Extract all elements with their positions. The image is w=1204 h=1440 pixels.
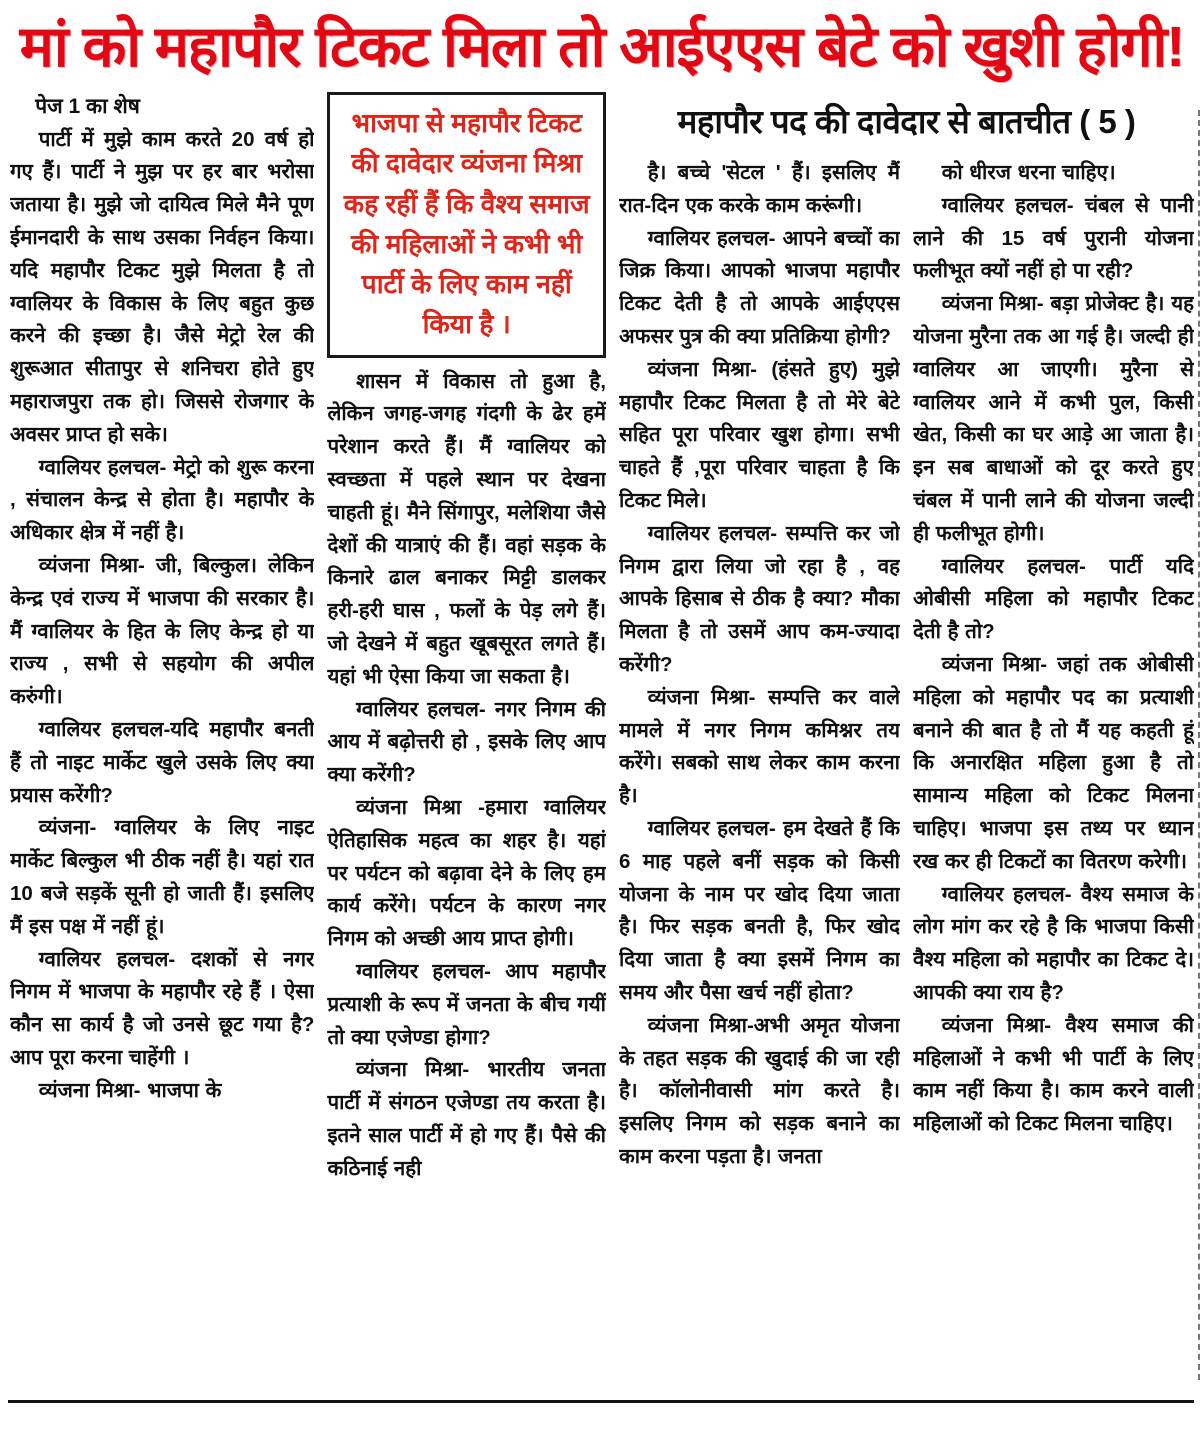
paragraph: ग्वालियर हलचल- पार्टी यदि ओबीसी महिला को महापौर टिकट देती है तो? xyxy=(913,554,1194,644)
paragraph: ग्वालियर हलचल- सम्पत्ति कर जो निगम द्वारा लिया जो रहा है , वह आपके हिसाब से ठीक है क्या? मौका मिलता है तो उसमें आप कम-ज्यादा करेंगी? xyxy=(619,521,900,677)
paragraph: व्यंजना मिश्रा- भाजपा के xyxy=(38,1078,222,1102)
column-3-paragraphs xyxy=(619,157,900,1174)
paragraph: ग्वालियर हलचल- दशकों से नगर निगम में भाजपा के महापौर रहे हैं । ऐसा कौन सा कार्य है जो उनसे छूट गया है? आप पूरा करना चाहेंगी । xyxy=(10,947,315,1069)
column-2 xyxy=(327,90,606,1390)
paragraph: को धीरज धरना चाहिए। xyxy=(941,161,1116,185)
paragraph: ग्वालियर हलचल- वैश्य समाज के लोग मांग कर रहे है कि भाजपा किसी वैश्य महिला को महापौर का टिकट दे। आपकी क्या राय है? xyxy=(913,882,1194,1005)
paragraph: व्यंजना मिश्रा- जी, बिल्कुल। लेकिन केन्द्र एवं राज्य में भाजपा की सरकार है। मैं ग्वालियर के हित के लिए केन्द्र हो या राज्य , सभी से सहयोग की अपील करुंगी। xyxy=(10,554,315,709)
interview-section xyxy=(619,90,1194,1390)
column-1-paragraphs xyxy=(10,124,314,1108)
paragraph: व्यंजना मिश्रा -हमारा ग्वालियर ऐतिहासिक महत्व का शहर है। यहां पर पर्यटन को बढ़ावा देने के लिए हम कार्य करेंगे। पर्यटन के कारण नगर निगम को अच्छी आय प्राप्त होगी। xyxy=(327,796,606,951)
paragraph: ग्वालियर हलचल- हम देखते हैं कि 6 माह पहले बनीं सड़क को किसी योजना के नाम पर खोद दिया जाता है। फिर सड़क बनती है, फिर खोद दिया जाता है क्या इसमें निगम का समय और पैसा खर्च नहीं होता? xyxy=(619,817,900,1005)
paragraph: ग्वालियर हलचल- आप महापौर प्रत्याशी के रूप में जनता के बीच गयीं तो क्या एजेण्डा होगा? xyxy=(327,960,606,1049)
interview-subheading: महापौर पद की दावेदार से बातचीत ( 5 ) xyxy=(677,103,1136,141)
paragraph: व्यंजना- ग्वालियर के लिए नाइट मार्केट बिल्कुल भी ठीक नहीं है। यहां रात 10 बजे सड़कें सूनी हो जाती हैं। इसलिए मैं इस पक्ष में नहीं हूं। xyxy=(10,816,315,938)
paragraph: व्यंजना मिश्रा- भारतीय जनता पार्टी में संगठन एजेण्डा तय करता है। इतने साल पार्टी में हो गए हैं। पैसे की कठिनाई नही xyxy=(327,1058,606,1180)
article-headline: मां को महापौर टिकट मिला तो आईएएस बेटे को खुशी होगी! xyxy=(19,15,1185,79)
highlight-box xyxy=(327,92,606,358)
bottom-rule-divider xyxy=(8,1400,1194,1403)
paragraph: व्यंजना मिश्रा- वैश्य समाज की महिलाओं ने कभी भी पार्टी के लिए काम नहीं किया है। काम करने वाली महिलाओं को टिकट मिलना चाहिए। xyxy=(913,1013,1194,1136)
column-1 xyxy=(10,90,314,1390)
column-3 xyxy=(619,157,900,1390)
column-4 xyxy=(913,157,1194,1390)
paragraph: पार्टी में मुझे काम करते 20 वर्ष हो गए हैं। पार्टी ने मुझ पर हर बार भरोसा जताया है। मुझे जो दायित्व मिले मैने पूण ईमानदारी के साथ उसका निर्वहन किया। यदि महापौर टिकट मुझे मिलता है तो ग्वालियर के विकास के लिए बहुत कुछ करने की इच्छा है। जैसे मेट्रो रेल की शुरूआत सीतापुर से शनिचरा होते हुए महाराजपुरा तक हो। जिससे रोजगार के अवसर प्राप्त हो सके। xyxy=(10,127,315,446)
column-2-paragraphs xyxy=(327,366,606,1186)
paragraph: व्यंजना मिश्रा- (हंसते हुए) मुझे महापौर टिकट मिलता है तो मेरे बेटे सहित पूरा परिवार खुश होगा। सभी चाहते हैं ,पूरा परिवार चाहता है कि टिकट मिले। xyxy=(619,357,900,513)
column-4-paragraphs xyxy=(913,157,1194,1141)
clipping-edge-marks xyxy=(1198,110,1200,1380)
paragraph: व्यंजना मिश्रा- बड़ा प्रोजेक्ट है। यह योजना मुरैना तक आ गई है। जल्दी ही ग्वालियर आ जाएगी। मुरैना से ग्वालियर आने में कभी पुल, किसी खेत, किसी का घर आड़े आ जाता है। इन सब बाधाओं को दूर करते हुए चंबल में पानी लाने की योजना जल्दी ही फलीभूत होगी। xyxy=(913,292,1194,545)
paragraph: व्यंजना मिश्रा- जहां तक ओबीसी महिला को महापौर पद का प्रत्याशी बनाने की बात है तो मैं यह कहती हूं कि अनारक्षित महिला हुआ है तो सामान्य महिला को टिकट मिलना चाहिए। भाजपा इस तथ्य पर ध्यान रख कर ही टिकटों का वितरण करेगी। xyxy=(913,653,1194,873)
paragraph: ग्वालियर हलचल- आपने बच्चों का जिक्र किया। आपको भाजपा महापौर टिकट देती है तो आपके आईएएस अफसर पुत्र की क्या प्रतिक्रिया होगी? xyxy=(619,226,900,349)
highlight-box-text: भाजपा से महापौर टिकट की दावेदार व्यंजना मिश्रा कह रहीं हैं कि वैश्य समाज की महिलाओं ने कभी भी पार्टी के लिए काम नहीं किया है । xyxy=(343,108,590,340)
paragraph: है। बच्चे 'सेटल ' हैं। इसलिए मैं रात-दिन एक करके काम करूंगी। xyxy=(619,161,900,217)
paragraph: ग्वालियर हलचल- चंबल से पानी लाने की 15 वर्ष पुरानी योजना फलीभूत क्यों नहीं हो पा रही? xyxy=(913,193,1194,283)
paragraph: व्यंजना मिश्रा- सम्पत्ति कर वाले मामले में नगर निगम कमिश्नर तय करेंगे। सबको साथ लेकर काम करना है। xyxy=(619,685,900,808)
paragraph: शासन में विकास तो हुआ है, लेकिन जगह-जगह गंदगी के ढेर हमें परेशान करते हैं। मैं ग्वालियर को स्वच्छता में पहले स्थान पर देखना चाहती हूं। मैने सिंगापुर, मलेशिया जैसे देशों की यात्राएं की हैं। वहां सड़क के किनारे ढाल बनाकर मिट्टी डालकर हरी-हरी घास , फलों के पेड़ लगे हैं। जो देखने में बहुत खूबसूरत लगते हैं। यहां भी ऐसा किया जा सकता है। xyxy=(327,369,606,688)
paragraph: ग्वालियर हलचल- मेट्रो को शुरू करना , संचालन केन्द्र से होता है। महापौर के अधिकार क्षेत्र में नहीं है। xyxy=(10,455,315,545)
paragraph: व्यंजना मिश्रा-अभी अमृत योजना के तहत सड़क की खुदाई की जा रही है। कॉलोनीवासी मांग करते है। इसलिए निगम को सड़क बनाने का काम करना पड़ता है। जनता xyxy=(619,1013,900,1168)
paragraph: ग्वालियर हलचल-यदि महापौर बनती हैं तो नाइट मार्केट खुले उसके लिए क्या प्रयास करेंगी? xyxy=(10,718,315,807)
paragraph: ग्वालियर हलचल- नगर निगम की आय में बढ़ोत्तरी हो , इसके लिए आप क्या करेंगी? xyxy=(327,697,606,787)
continuation-note: पेज 1 का शेष xyxy=(35,95,140,119)
article-body xyxy=(10,90,1194,1390)
interview-columns xyxy=(619,157,1194,1390)
